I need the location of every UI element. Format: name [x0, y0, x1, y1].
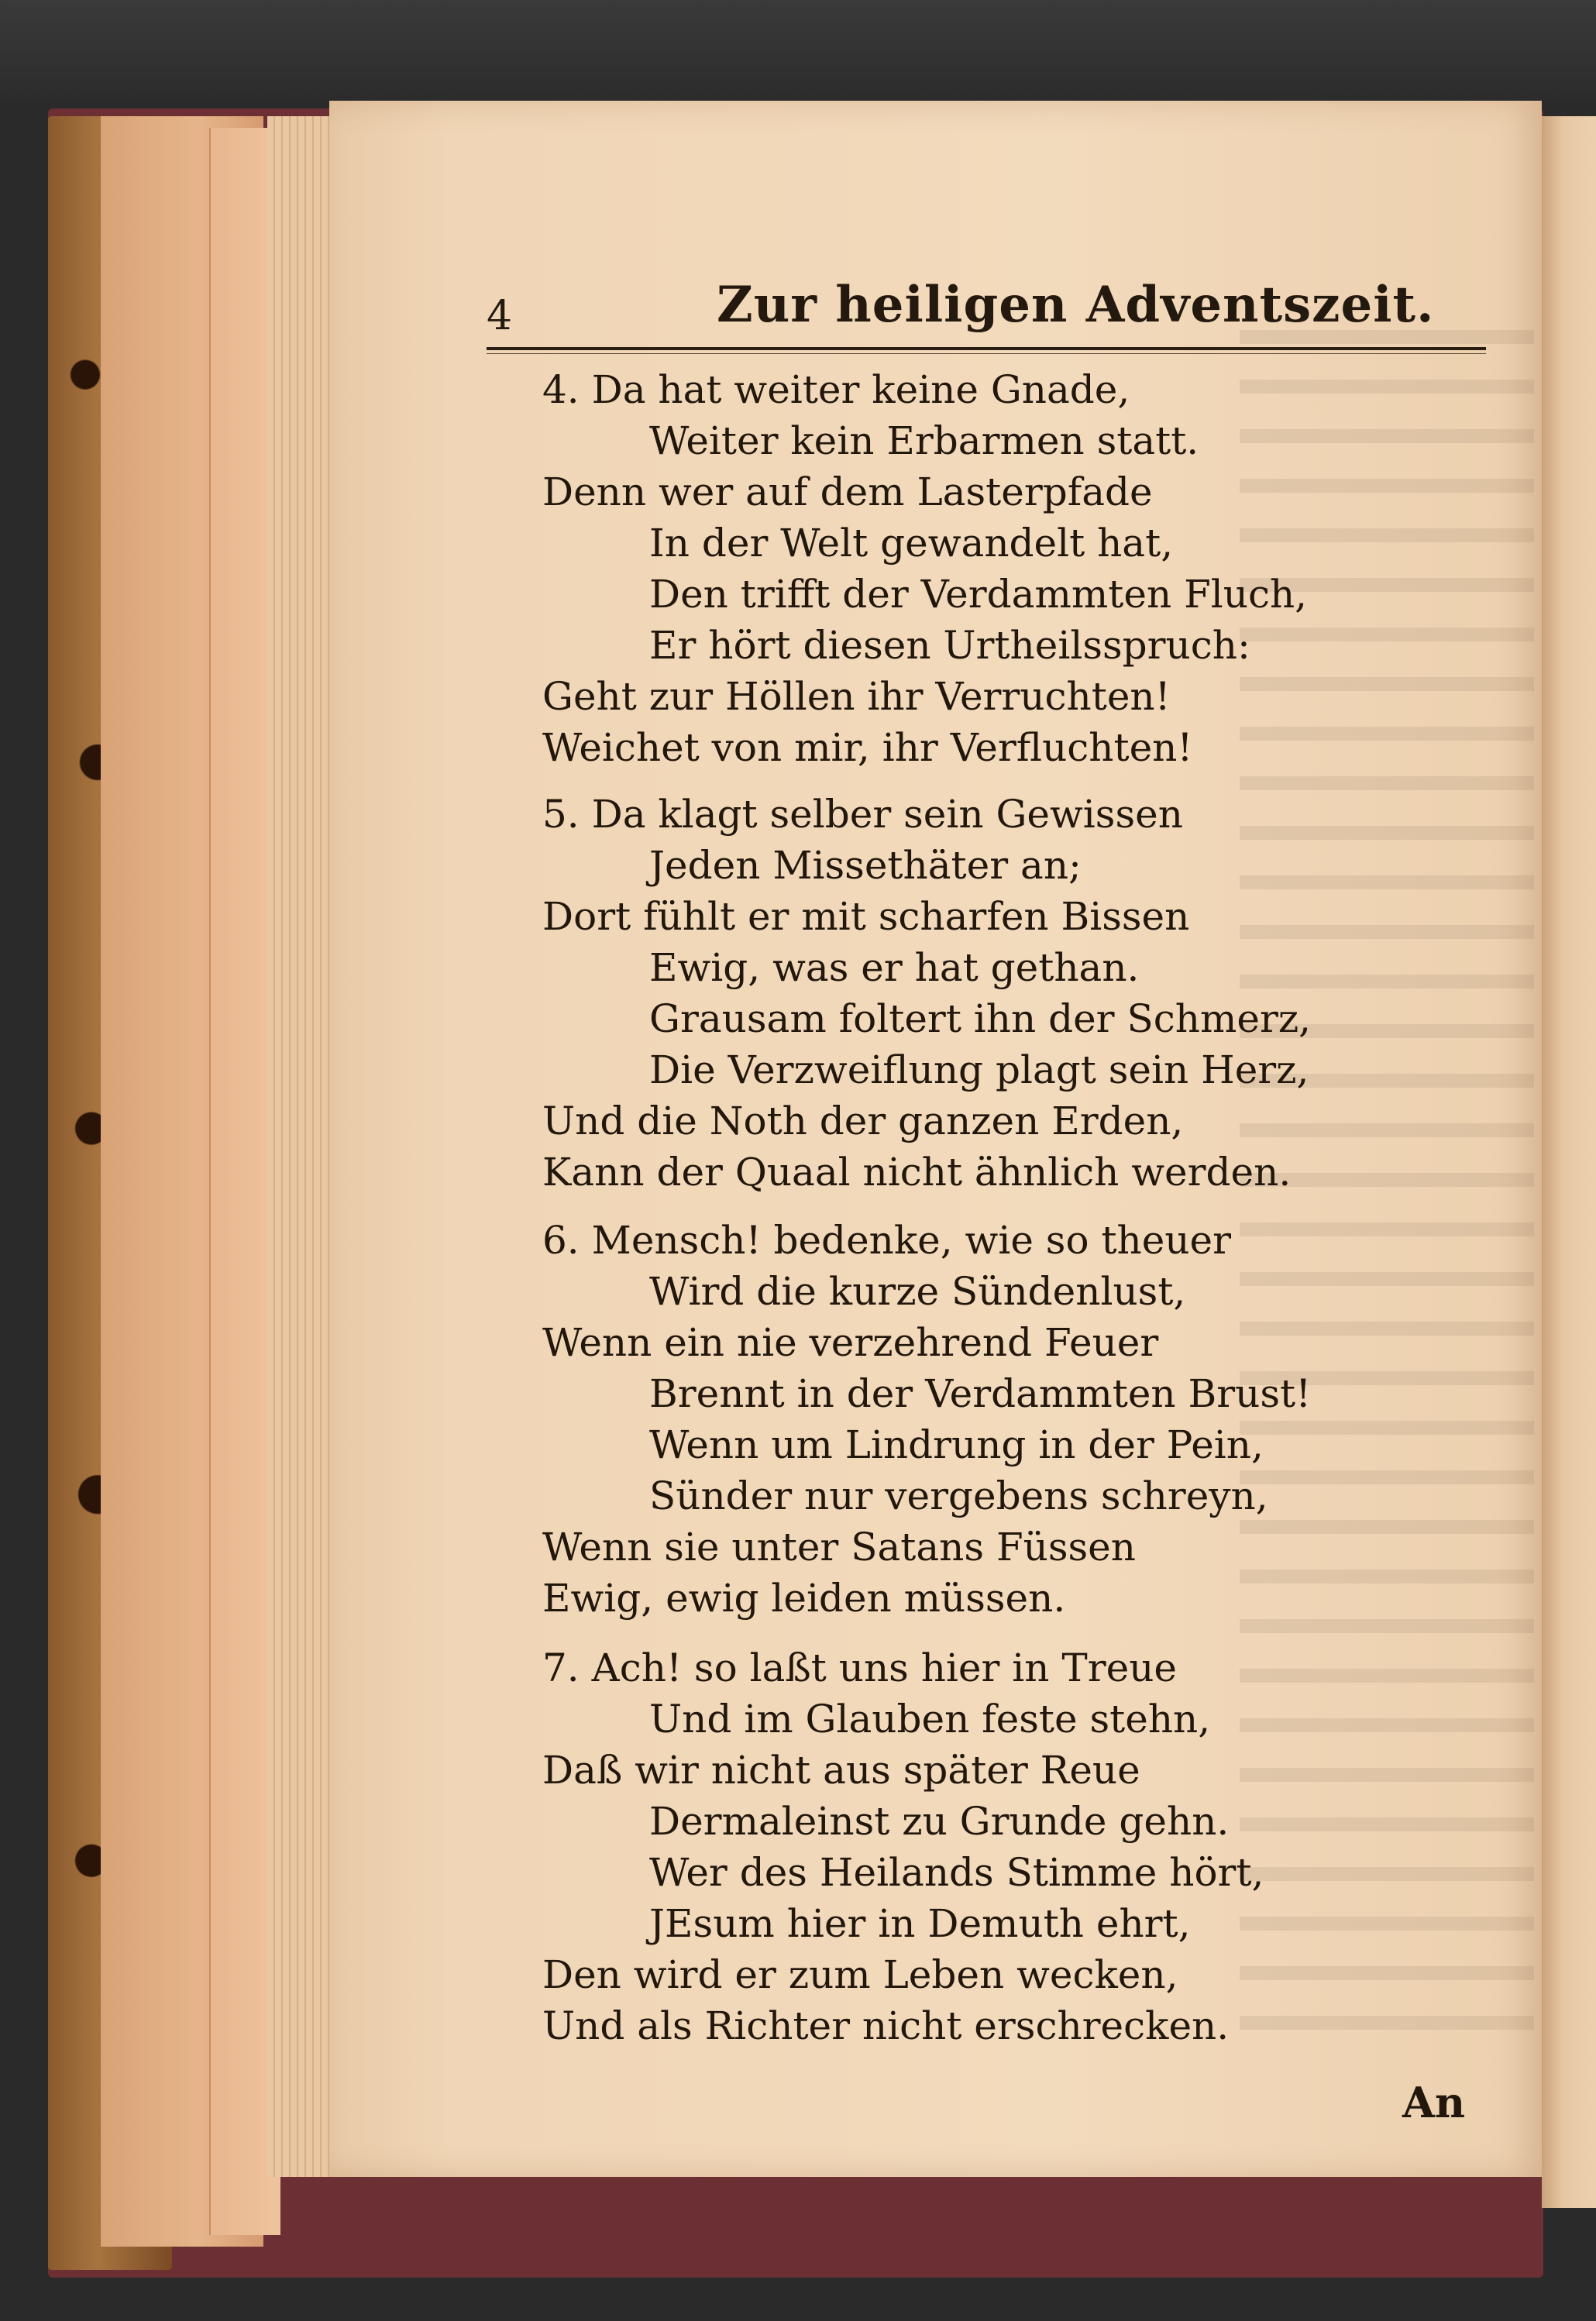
- page-number: 4: [487, 293, 513, 339]
- stanza-line: 4. Da hat weiter keine Gnade,: [542, 367, 1130, 412]
- catchword: An: [1402, 2078, 1466, 2127]
- stanza-line: Wenn sie unter Satans Füssen: [542, 1525, 1136, 1570]
- facing-page-edge: [1542, 116, 1596, 2208]
- stanza-line: Ewig, ewig leiden müssen.: [542, 1576, 1066, 1621]
- stanza-line: Kann der Quaal nicht ähnlich werden.: [542, 1150, 1292, 1195]
- stanza-line: 5. Da klagt selber sein Gewissen: [542, 792, 1183, 837]
- stanza-line: Wer des Heilands Stimme hört,: [649, 1850, 1264, 1895]
- stanza-line: Jeden Missethäter an;: [649, 843, 1082, 888]
- stanza-line: Und im Glauben feste stehn,: [649, 1697, 1211, 1742]
- stanza-line: Die Verzweiflung plagt sein Herz,: [649, 1047, 1309, 1092]
- stanza-line: Er hört diesen Urtheilsspruch:: [649, 623, 1250, 668]
- stanza-line: Denn wer auf dem Lasterpfade: [542, 469, 1153, 514]
- running-head: Zur heiligen Adventszeit.: [717, 276, 1435, 334]
- stanza-line: Den wird er zum Leben wecken,: [542, 1952, 1178, 1997]
- stanza-line: Daß wir nicht aus später Reue: [542, 1748, 1140, 1793]
- stanza-line: Und die Noth der ganzen Erden,: [542, 1099, 1184, 1143]
- stanza-line: 7. Ach! so laßt uns hier in Treue: [542, 1645, 1178, 1690]
- stanza-line: Grausam foltert ihn der Schmerz,: [649, 996, 1312, 1041]
- stanza-line: Den trifft der Verdammten Fluch,: [649, 572, 1308, 617]
- stanza-line: Und als Richter nicht erschrecken.: [542, 2003, 1230, 2048]
- stanza-line: Wird die kurze Sündenlust,: [649, 1269, 1186, 1314]
- background: [0, 0, 1596, 101]
- header-rule-thin: [487, 353, 1486, 354]
- page-edges: [267, 116, 337, 2177]
- stanza-line: Dort fühlt er mit scharfen Bissen: [542, 894, 1190, 939]
- header-rule: [487, 347, 1486, 350]
- stanza-line: Sünder nur vergebens schreyn,: [649, 1473, 1268, 1518]
- stanza-line: 6. Mensch! bedenke, wie so theuer: [542, 1218, 1232, 1263]
- stanza-line: Dermaleinst zu Grunde gehn.: [649, 1799, 1230, 1844]
- stanza-line: Brennt in der Verdammten Brust!: [649, 1371, 1312, 1416]
- stanza-line: In der Welt gewandelt hat,: [649, 521, 1174, 566]
- stanza-line: Ewig, was er hat gethan.: [649, 945, 1140, 990]
- stanza-line: Geht zur Höllen ihr Verruchten!: [542, 674, 1171, 719]
- stanza-line: Wenn ein nie verzehrend Feuer: [542, 1320, 1159, 1365]
- stanza-line: Wenn um Lindrung in der Pein,: [649, 1422, 1264, 1467]
- stanza-line: Weiter kein Erbarmen statt.: [649, 418, 1199, 463]
- stanza-line: JEsum hier in Demuth ehrt,: [649, 1901, 1191, 1946]
- stanza-line: Weichet von mir, ihr Verfluchten!: [542, 725, 1193, 770]
